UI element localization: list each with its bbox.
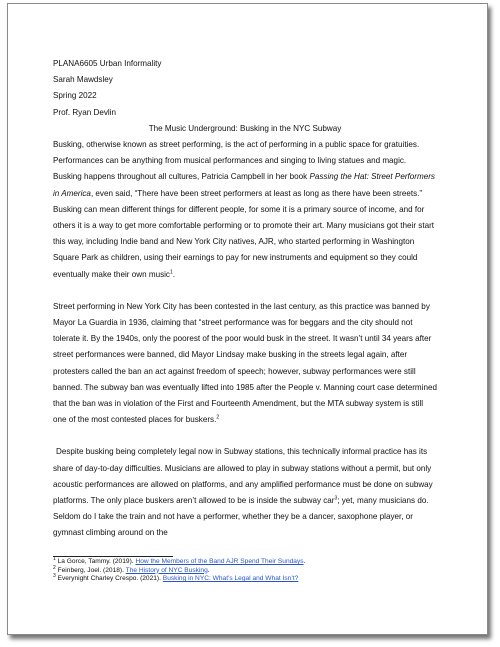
paragraph-1 <box>53 137 437 283</box>
footnote-after: . <box>303 558 306 565</box>
paragraph-1-text-a: Busking, otherwise known as street performing, is the act of performing in a public space for gratuities. Performances can be anything from musical performances and singing to living statues and magic. Busking happens throughout all cultures, Patricia Campbell in her book <box>53 140 420 182</box>
footnote-text: Everynight Charley Crespo. (2021). <box>55 575 163 583</box>
book-title: Passing the Hat: Street Performers in America <box>53 172 435 198</box>
footnote-separator <box>53 556 173 557</box>
paragraph-2 <box>53 299 437 429</box>
course-line: PLANA6605 Urban Informality <box>53 59 162 68</box>
footnote-after: . <box>207 566 210 574</box>
footnote-link[interactable]: Busking in NYC: What’s Legal and What Isn’t? <box>162 575 299 583</box>
paragraph-1-text-c: . <box>172 269 175 279</box>
footnote-1 <box>53 555 437 567</box>
paragraph-3 <box>53 444 437 541</box>
footnote-ref-2[interactable]: 2 <box>216 414 220 421</box>
footnote-link[interactable]: How the Members of the Band AJR Spend Their Sundays <box>135 558 304 565</box>
footnote-ref-1[interactable]: 1 <box>169 268 173 275</box>
paragraph-1-text-b: , even said, “There have been street performers at least as long as there have been streets.” Busking can mean different things for different people, for some it is a primary source of income, and for others it is a way to get more comfortable performing or to promote their art. Many musicians got their start this way, including Indie band and New York City natives, AJR, who started performing in Washington Square Park as children, using their earnings to pay for new instruments and equipment so they could eventually make their own music <box>53 188 435 279</box>
footnote-number: 2 <box>53 564 56 571</box>
paragraph-gap <box>53 283 437 299</box>
paragraph-2-text: Street performing in New York City has been contested in the last century, as this practice was banned by Mayor La Guardia in 1936, claiming that “street performance was for beggars and the city should not tolerate it. By the 1940s, only the poorest of the poor would busk in the street. It wasn’t until 34 years after street performances were banned, did Mayor Lindsay make busking in the streets legal again, after protesters called the ban an act against freedom of speech; however, subway performances were still banned. The subway ban was eventually lifted into 1985 after the People v. Manning court case determined that the ban was in violation of the First and Fourteenth Amendment, but the MTA subway system is still one of the most contested places for buskers. <box>53 301 437 425</box>
paragraph-gap <box>53 428 437 444</box>
footnote-text: La Gorce, Tammy. (2019). <box>55 558 136 565</box>
document-title: The Music Underground: Busking in the NYC Subway <box>148 123 342 133</box>
footnote-ref-3[interactable]: 3 <box>334 495 338 502</box>
term-line: Spring 2022 <box>53 91 97 101</box>
footnotes <box>53 555 437 584</box>
paragraph-3-text-a: Despite busking being completely legal now in Subway stations, this technically informal practice has its share of day-to-day difficulties. Musicians are allowed to play in subway stations without a permit, but only acoustic performances are allowed on platforms, and any amplified performance must be done on subway platforms. The only place buskers aren’t allowed to be is inside the subway car <box>53 447 433 506</box>
footnote-number: 1 <box>53 555 56 562</box>
footnote-link[interactable]: The History of NYC Busking <box>125 566 208 574</box>
author-line: Sarah Mawdsley <box>53 75 113 85</box>
paragraph-3-text-b: ; yet, many musicians do. Seldom do I take the train and not have a performer, whether they be a dancer, saxophone player, or gymnast climbing around on the <box>53 496 429 538</box>
document-body <box>53 56 437 542</box>
footnote-number: 3 <box>53 573 56 579</box>
professor-line: Prof. Ryan Devlin <box>53 107 116 117</box>
footnote-2 <box>53 564 437 576</box>
footnote-text: Feinberg, Joel. (2018). <box>55 566 126 574</box>
footnote-3 <box>53 575 437 584</box>
